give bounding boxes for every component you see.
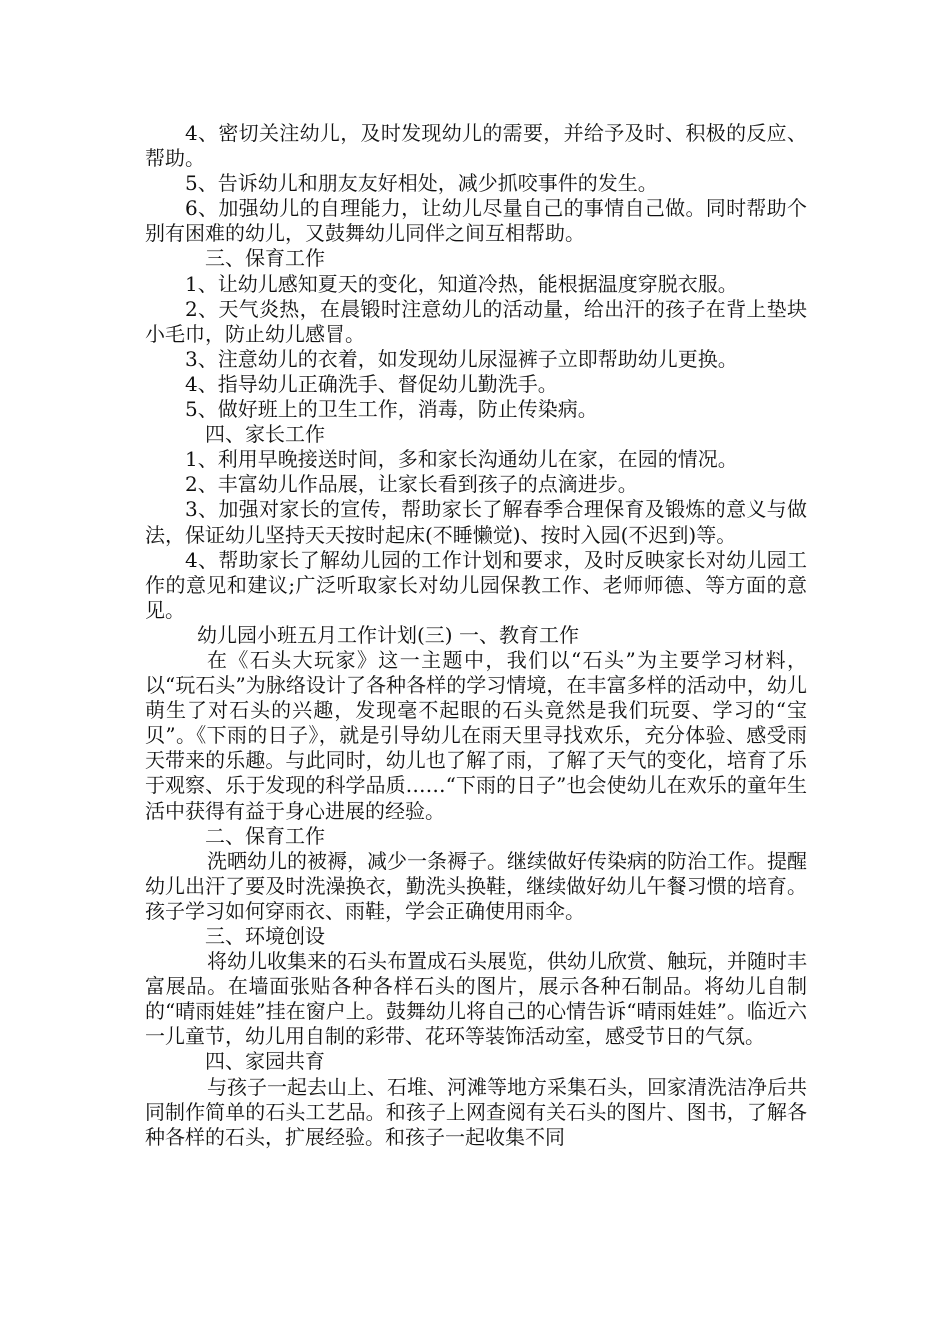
document-body [145,121,807,1150]
section-heading-environment: 三、环境创设 [205,924,325,948]
paragraph-environment-body: 将幼儿收集来的石头布置成石头展览，供幼儿欣赏、触玩，并随时丰富展品。在墙面张贴各种各样石头的图片，展示各种石制品。将幼儿自制的“晴雨娃娃”挂在窗户上。鼓舞幼儿将自己的心情告诉“晴雨娃娃”。临近六一儿童节，幼儿用自制的彩带、花环等装饰活动室，感受节日的气氛。 [145,949,807,1049]
plan-subtitle: 幼儿园小班五月工作计划(三) 一、教育工作 [197,622,579,647]
paragraph-parent-1: 1、利用早晚接送时间，多和家长沟通幼儿在家，在园的情况。 [185,447,738,472]
paragraph-care-2: 2、天气炎热，在晨锻时注意幼儿的活动量，给出汗的孩子在背上垫块小毛巾，防止幼儿感冒。 [145,296,807,346]
paragraph-item-4-attention: 4、密切关注幼儿，及时发现幼儿的需要，并给予及时、积极的反应、帮助。 [145,121,807,171]
section-heading-care-work: 三、保育工作 [205,246,325,271]
paragraph-item-6-self-care: 6、加强幼儿的自理能力，让幼儿尽量自己的事情自己做。同时帮助个别有困难的幼儿，又鼓舞幼儿同伴之间互相帮助。 [145,196,807,246]
paragraph-care-4: 4、指导幼儿正确洗手、督促幼儿勤洗手。 [185,371,558,396]
section-heading-care-work-2: 二、保育工作 [205,823,325,848]
paragraph-care-3: 3、注意幼儿的衣着，如发现幼儿尿湿裤子立即帮助幼儿更换。 [185,346,738,371]
paragraph-care-5: 5、做好班上的卫生工作，消毒，防止传染病。 [185,397,598,422]
paragraph-parent-4: 4、帮助家长了解幼儿园的工作计划和要求，及时反映家长对幼儿园工作的意见和建议;广泛听取家长对幼儿园保教工作、老师师德、等方面的意见。 [145,547,807,622]
paragraph-item-5-friendship: 5、告诉幼儿和朋友友好相处，减少抓咬事件的发生。 [185,171,658,196]
section-heading-home-school: 四、家园共育 [205,1049,325,1074]
paragraph-care-1: 1、让幼儿感知夏天的变化，知道冷热，能根据温度穿脱衣服。 [185,271,738,296]
paragraph-care-body: 洗晒幼儿的被褥，减少一条褥子。继续做好传染病的防治工作。提醒幼儿出汗了要及时洗澡换衣，勤洗头换鞋，继续做好幼儿午餐习惯的培育。孩子学习如何穿雨衣、雨鞋，学会正确使用雨伞。 [145,848,807,923]
paragraph-education-body: 在《石头大玩家》这一主题中，我们以“石头”为主要学习材料，以“玩石头”为脉络设计了各种各样的学习情境，在丰富多样的活动中，幼儿萌生了对石头的兴趣，发现毫不起眼的石头竟然是我们玩耍、学习的“宝贝”。《下雨的日子》，就是引导幼儿在雨天里寻找欢乐，充分体验、感受雨天带来的乐趣。与此同时，幼儿也了解了雨，了解了天气的变化，培育了乐于观察、乐于发现的科学品质……“下雨的日子”也会使幼儿在欢乐的童年生活中获得有益于身心进展的经验。 [145,647,807,823]
paragraph-parent-3: 3、加强对家长的宣传，帮助家长了解春季合理保育及锻炼的意义与做法，保证幼儿坚持天天按时起床(不睡懒觉)、按时入园(不迟到)等。 [145,497,807,547]
paragraph-parent-2: 2、丰富幼儿作品展，让家长看到孩子的点滴进步。 [185,472,638,497]
paragraph-home-school-body: 与孩子一起去山上、石堆、河滩等地方采集石头，回家清洗洁净后共同制作简单的石头工艺品。和孩子上网查阅有关石头的图片、图书，了解各种各样的石头，扩展经验。和孩子一起收集不同 [145,1074,807,1149]
section-heading-parent-work: 四、家长工作 [205,422,325,447]
